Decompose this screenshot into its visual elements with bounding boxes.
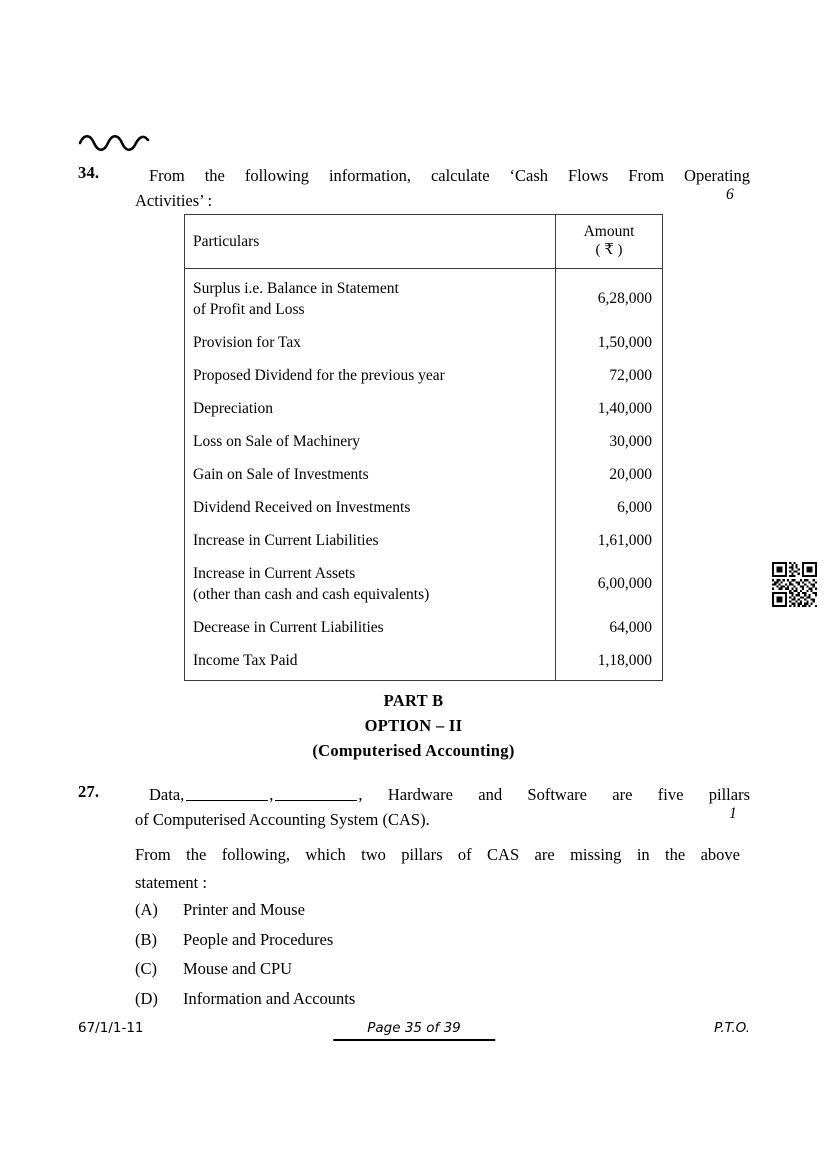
cell-amount: 30,000 xyxy=(556,425,663,458)
question-27 xyxy=(78,782,750,832)
cell-particulars xyxy=(185,524,556,557)
table-head xyxy=(185,215,663,269)
option-d[interactable] xyxy=(135,984,635,1014)
cell-particulars xyxy=(185,491,556,524)
cell-amount: 1,61,000 xyxy=(556,524,663,557)
question-34-line-1: From the following information, calculate ‘Cash Flows From Operating xyxy=(149,166,750,185)
table-row xyxy=(185,491,663,524)
footer-pto: P.T.O. xyxy=(714,1020,750,1036)
option-text: Information and Accounts xyxy=(183,988,356,1008)
section-part-label: PART B xyxy=(383,691,444,710)
cell-particulars-line-1: Loss on Sale of Machinery xyxy=(193,433,361,450)
cell-amount: 20,000 xyxy=(556,458,663,491)
cash-flow-table-wrapper xyxy=(184,214,654,681)
option-text: People and Procedures xyxy=(183,929,334,949)
table-row xyxy=(185,425,663,458)
question-27-prompt-line-1: From the following, which two pillars of CAS are missing in the above xyxy=(135,845,740,864)
wave-divider-icon xyxy=(78,131,150,151)
cell-particulars xyxy=(185,326,556,359)
cell-particulars xyxy=(185,611,556,644)
option-b[interactable] xyxy=(135,925,635,955)
cell-particulars xyxy=(185,557,556,611)
cell-particulars-line-1: Decrease in Current Liabilities xyxy=(193,619,384,636)
table-row xyxy=(185,359,663,392)
cell-amount: 1,50,000 xyxy=(556,326,663,359)
table-row xyxy=(185,392,663,425)
cell-amount: 6,000 xyxy=(556,491,663,524)
cell-particulars xyxy=(185,425,556,458)
option-label: (A) xyxy=(135,900,158,919)
cell-particulars xyxy=(185,269,556,327)
cell-particulars-line-1: Surplus i.e. Balance in Statement xyxy=(193,280,399,297)
header-particulars: Particulars xyxy=(185,215,556,269)
table-row xyxy=(185,557,663,611)
q27-stem-middle: , xyxy=(269,785,274,804)
cell-particulars-line-1: Dividend Received on Investments xyxy=(193,499,411,516)
cell-particulars-line-2: (other than cash and cash equivalents) xyxy=(193,586,430,603)
section-option-label: OPTION – II xyxy=(364,716,463,735)
cell-amount: 64,000 xyxy=(556,611,663,644)
question-34-number: 34. xyxy=(78,163,100,182)
footer-page-number: Page 35 of 39 xyxy=(333,1020,495,1041)
table-body xyxy=(185,269,663,681)
cell-particulars xyxy=(185,392,556,425)
option-c[interactable] xyxy=(135,954,635,984)
cell-particulars xyxy=(185,359,556,392)
header-amount xyxy=(556,215,663,269)
question-34-line-2: Activities’ : xyxy=(135,191,213,210)
qr-code-icon xyxy=(772,562,817,607)
table-row xyxy=(185,326,663,359)
option-a[interactable] xyxy=(135,895,635,925)
question-27-line-2: of Computerised Accounting System (CAS). xyxy=(135,810,430,829)
cell-amount: 72,000 xyxy=(556,359,663,392)
question-27-marks: 1 xyxy=(729,805,737,822)
cash-flow-table xyxy=(184,214,663,681)
option-text: Mouse and CPU xyxy=(183,959,293,978)
cell-particulars-line-1: Income Tax Paid xyxy=(193,652,298,669)
table-row xyxy=(185,524,663,557)
cell-amount: 1,18,000 xyxy=(556,644,663,681)
cell-particulars xyxy=(185,644,556,681)
cell-particulars-line-1: Provision for Tax xyxy=(193,334,301,351)
option-label: (C) xyxy=(135,959,157,978)
header-amount-unit: ( ₹ ) xyxy=(595,242,623,258)
option-label: (B) xyxy=(135,929,157,949)
q27-stem-start: Data, xyxy=(149,785,185,804)
q27-stem-end: , Hardware and Software are five pillars xyxy=(358,785,750,804)
table-row xyxy=(185,269,663,327)
table-header-row xyxy=(185,215,663,269)
cell-particulars-line-1: Depreciation xyxy=(193,400,274,417)
q27-blank-1[interactable] xyxy=(186,787,268,801)
question-27-prompt xyxy=(135,841,740,897)
q27-blank-2[interactable] xyxy=(275,787,357,801)
question-27-line-1 xyxy=(135,782,750,807)
cell-amount: 6,00,000 xyxy=(556,557,663,611)
section-heading xyxy=(0,688,827,763)
cell-particulars-line-1: Increase in Current Assets xyxy=(193,565,356,582)
cell-amount: 6,28,000 xyxy=(556,269,663,327)
cell-particulars-line-2: of Profit and Loss xyxy=(193,301,305,318)
question-34-text xyxy=(135,163,750,213)
table-row xyxy=(185,611,663,644)
option-text: Printer and Mouse xyxy=(183,900,305,919)
header-amount-label: Amount xyxy=(583,223,635,240)
table-row xyxy=(185,644,663,681)
cell-particulars xyxy=(185,458,556,491)
footer-paper-code: 67/1/1-11 xyxy=(78,1020,144,1036)
question-34-marks: 6 xyxy=(726,186,734,203)
question-27-options xyxy=(135,895,635,1013)
question-27-number: 27. xyxy=(78,782,100,801)
cell-particulars-line-1: Proposed Dividend for the previous year xyxy=(193,367,445,384)
page-footer xyxy=(78,1020,750,1050)
option-label: (D) xyxy=(135,988,158,1008)
question-27-text xyxy=(135,782,750,832)
cell-amount: 1,40,000 xyxy=(556,392,663,425)
section-subject-label: (Computerised Accounting) xyxy=(312,741,515,760)
question-34 xyxy=(78,163,750,213)
cell-particulars-line-1: Increase in Current Liabilities xyxy=(193,532,379,549)
cell-particulars-line-1: Gain on Sale of Investments xyxy=(193,466,369,483)
table-row xyxy=(185,458,663,491)
question-27-prompt-line-2: statement : xyxy=(135,873,207,892)
